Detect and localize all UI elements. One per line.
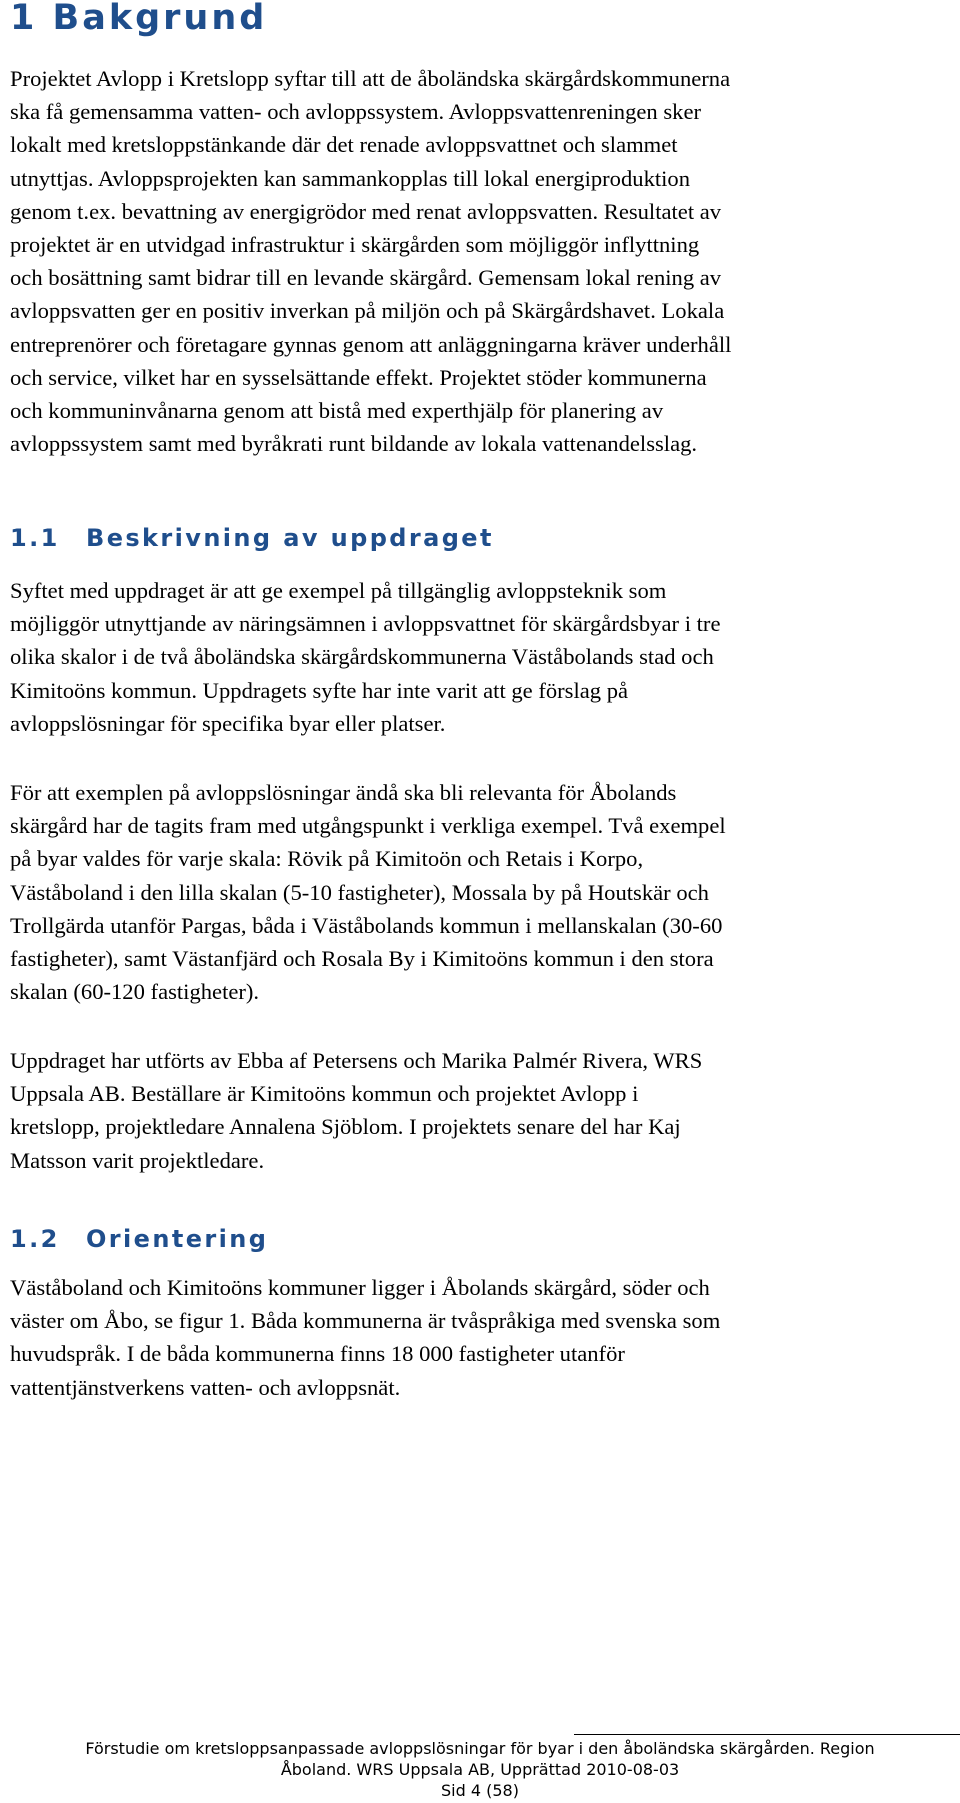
footer-line-2: Åboland. WRS Uppsala AB, Upprättad 2010-08-03 (280, 1760, 680, 1779)
text-line: genom t.ex. bevattning av energigrödor med renat avloppsvatten. Resultatet av (10, 198, 722, 224)
text-line: projektet är en utvidgad infrastruktur i skärgården som möjliggör inflyttning (10, 232, 700, 258)
text-line: och kommuninvånarna genom att bistå med experthjälp för planering av (10, 398, 664, 424)
subsection-2-paragraph (10, 1271, 960, 1404)
subsection-1-paragraph-2 (10, 776, 960, 1008)
subsection-number: 1.1 (10, 524, 60, 552)
text-line: olika skalor i de två åboländska skärgårdskommunerna Väståbolands stad och (10, 644, 714, 670)
text-line: Syftet med uppdraget är att ge exempel på tillgänglig avloppsteknik som (10, 578, 667, 603)
text-line: och bosättning samt bidrar till en levande skärgård. Gemensam lokal rening av (10, 265, 722, 291)
text-line: Uppdraget har utförts av Ebba af Petersens och Marika Palmér Rivera, WRS (10, 1048, 703, 1073)
text-line: kretslopp, projektledare Annalena Sjöblom. I projektets senare del har Kaj (10, 1114, 681, 1140)
text-line: möjliggör utnyttjande av näringsämnen i avloppsvattnet för skärgårdsbyar i tre (10, 611, 721, 637)
footer-divider (574, 1734, 960, 1735)
subsection-title: Orientering (86, 1225, 269, 1253)
page-footer (0, 1738, 960, 1801)
page-number: Sid 4 (58) (441, 1781, 519, 1800)
text-line: Väståboland i den lilla skalan (5-10 fastigheter), Mossala by på Houtskär och (10, 879, 709, 905)
subsection-1-paragraph-1 (10, 574, 960, 740)
section-paragraph (10, 62, 960, 460)
text-line: Projektet Avlopp i Kretslopp syftar till att de åboländska skärgårdskommunerna (10, 66, 731, 91)
text-line: vattentjänstverkens vatten- och avloppsnät. (10, 1374, 401, 1400)
text-line: ska få gemensamma vatten- och avloppssystem. Avloppsvattenreningen sker (10, 99, 702, 125)
subsection-1-paragraph-3 (10, 1044, 960, 1177)
text-line: skalan (60-120 fastigheter). (10, 979, 260, 1005)
text-line: huvudspråk. I de båda kommunerna finns 18 000 fastigheter utanför (10, 1341, 625, 1367)
subsection-number: 1.2 (10, 1225, 60, 1253)
subsection-heading-beskrivning (10, 523, 494, 553)
text-line: Trollgärda utanför Pargas, båda i Väståbolands kommun i mellanskalan (30-60 (10, 912, 723, 938)
text-line: utnyttjas. Avloppsprojekten kan sammankopplas till lokal energiproduktion (10, 165, 691, 191)
text-line: och service, vilket har en sysselsättande effekt. Projektet stöder kommunerna (10, 364, 707, 390)
text-line: lokalt med kretsloppstänkande där det renade avloppsvattnet och slammet (10, 132, 678, 158)
text-line: Väståboland och Kimitoöns kommuner ligger i Åbolands skärgård, söder och (10, 1275, 710, 1300)
text-line: entreprenörer och företagare gynnas genom att anläggningarna kräver underhåll (10, 331, 732, 357)
text-line: Matsson varit projektledare. (10, 1147, 265, 1173)
section-heading: 1 Bakgrund (10, 0, 268, 38)
text-line: på byar valdes för varje skala: Rövik på Kimitoön och Retais i Korpo, (10, 846, 644, 872)
text-line: fastigheter), samt Västanfjärd och Rosala By i Kimitoöns kommun i den stora (10, 946, 714, 972)
text-line: avloppslösningar för specifika byar eller platser. (10, 710, 446, 736)
text-line: skärgård har de tagits fram med utgångspunkt i verkliga exempel. Två exempel (10, 813, 726, 839)
subsection-heading-orientering (10, 1224, 268, 1254)
text-line: avloppssystem samt med byråkrati runt bildande av lokala vattenandelsslag. (10, 431, 698, 457)
text-line: väster om Åbo, se figur 1. Båda kommunerna är tvåspråkiga med svenska som (10, 1308, 721, 1334)
text-line: Kimitoöns kommun. Uppdragets syfte har inte varit att ge förslag på (10, 677, 629, 703)
text-line: avloppsvatten ger en positiv inverkan på miljön och på Skärgårdshavet. Lokala (10, 298, 725, 324)
text-line: För att exemplen på avloppslösningar ändå ska bli relevanta för Åbolands (10, 780, 677, 805)
footer-line-1: Förstudie om kretsloppsanpassade avloppslösningar för byar i den åboländska skärgården. Region (85, 1739, 875, 1758)
subsection-title: Beskrivning av uppdraget (86, 524, 494, 552)
text-line: Uppsala AB. Beställare är Kimitoöns kommun och projektet Avlopp i (10, 1081, 639, 1107)
